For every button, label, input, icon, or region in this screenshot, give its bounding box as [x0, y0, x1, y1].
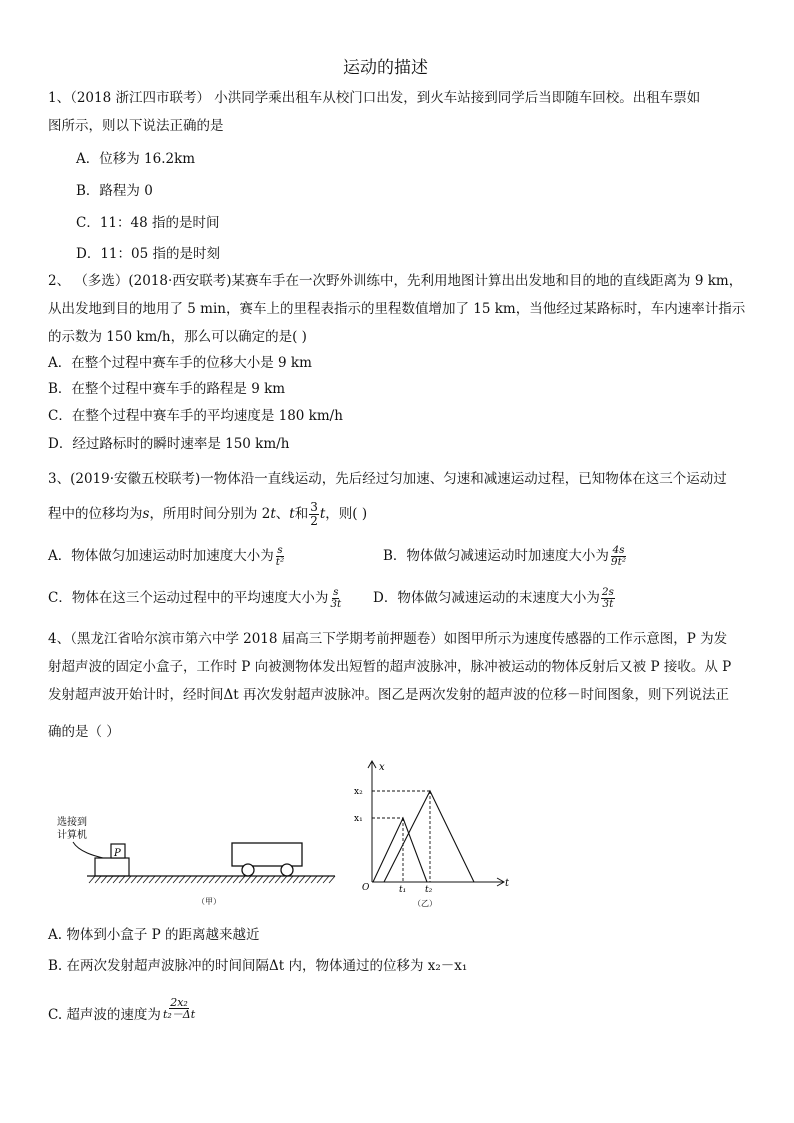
y-axis-label: x — [379, 762, 385, 773]
q2-option-a: A．在整个过程中赛车手的位移大小是 9 km — [48, 355, 312, 371]
ground-hatch-mark — [161, 876, 167, 883]
figure-yi-graph — [353, 758, 523, 908]
q3-var-t: t — [289, 505, 295, 522]
ground-hatch-mark — [215, 876, 221, 883]
q2-stem-line3: 的示数为 150 km/h，那么可以确定的是( ) — [48, 329, 307, 345]
q3-var-t: t — [319, 505, 326, 522]
q2-stem-line1: 2、 （多选）(2018·西安联考)某赛车手在一次野外训练中，先利用地图计算出出发地和目的地的直线距离为 9 km， — [48, 273, 743, 289]
q1-option-a: A．位移为 16.2km — [76, 151, 196, 167]
cart-body — [232, 843, 302, 866]
ground-hatch-mark — [227, 876, 233, 883]
x1-label: x₁ — [354, 814, 363, 824]
ground-hatch-mark — [275, 876, 281, 883]
q3-option-c-fraction — [329, 587, 342, 610]
figure-yi-caption: （乙） — [413, 899, 437, 908]
connect-label-line2: 计算机 — [57, 830, 87, 841]
ground-hatch-mark — [263, 876, 269, 883]
ground-hatch-mark — [203, 876, 209, 883]
ground-hatch-mark — [317, 876, 323, 883]
q3-fraction-three-halves — [309, 501, 319, 527]
q3-text: 、 — [275, 505, 290, 522]
frac-denominator: 9t² — [610, 556, 627, 569]
frac-denominator: 2 — [310, 513, 318, 528]
ground-hatch-mark — [185, 876, 191, 883]
ground-hatch-mark — [311, 876, 317, 883]
box-p-label: P — [114, 848, 121, 859]
frac-denominator: t² — [275, 556, 285, 569]
ground-hatch-mark — [287, 876, 293, 883]
frac-denominator: 3t — [602, 598, 614, 611]
q4-option-c — [48, 995, 197, 1023]
ground-hatch-mark — [119, 876, 125, 883]
ground-hatch-mark — [95, 876, 101, 883]
ground-hatch-mark — [209, 876, 215, 883]
ground-hatch-mark — [131, 876, 137, 883]
frac-denominator: 3t — [330, 598, 342, 611]
ground-hatch-mark — [305, 876, 311, 883]
q3-option-c-text: C．物体在这三个运动过程中的平均速度大小为 — [48, 589, 329, 606]
ground-hatch-mark — [245, 876, 251, 883]
ground-hatch-mark — [137, 876, 143, 883]
q3-option-d-text: D．物体做匀减速运动的末速度大小为 — [373, 589, 600, 606]
frac-numerator: 2s — [601, 586, 614, 598]
cart-wheel-left — [242, 864, 254, 876]
ground-hatch-mark — [113, 876, 119, 883]
q1-option-b: B．路程为 0 — [76, 183, 153, 199]
ground-hatch-mark — [101, 876, 107, 883]
q4-option-a: A. 物体到小盒子 P 的距离越来越近 — [48, 927, 260, 943]
q2-option-b: B．在整个过程中赛车手的路程是 9 km — [48, 381, 286, 397]
t1-label: t₁ — [399, 885, 407, 895]
ground-hatch-mark — [257, 876, 263, 883]
q3-text: ，所用时间分别为 2 — [149, 505, 271, 522]
q4-option-c-text: C. 超声波的速度为 — [48, 1007, 161, 1023]
second-pulse-path — [384, 791, 474, 882]
frac-numerator: s — [277, 544, 283, 556]
q3-option-d-fraction — [601, 587, 615, 610]
frac-numerator: s — [333, 586, 339, 598]
q3-option-b-fraction — [610, 545, 627, 568]
ground-hatch-mark — [233, 876, 239, 883]
ground-hatch-mark — [89, 876, 95, 883]
ground-hatch-mark — [191, 876, 197, 883]
t2-label: t₂ — [425, 885, 433, 895]
ground-hatch-mark — [299, 876, 305, 883]
ground-hatch-mark — [167, 876, 173, 883]
ground-hatch-mark — [149, 876, 155, 883]
ground-hatch-mark — [269, 876, 275, 883]
q3-option-d — [373, 587, 616, 610]
ground-hatch-mark — [323, 876, 329, 883]
q1-stem-line2: 图所示，则以下说法正确的是 — [48, 118, 224, 134]
ground-hatch-mark — [173, 876, 179, 883]
q3-option-c — [48, 587, 343, 610]
ground-hatch-mark — [221, 876, 227, 883]
x2-label: x₂ — [354, 787, 363, 797]
ground-hatch — [89, 876, 335, 883]
q4-stem-line3: 发射超声波开始计时，经时间Δt 再次发射超声波脉冲。图乙是两次发射的超声波的位移－时间图象，则下列说法正 — [48, 687, 729, 703]
q3-var-t: t — [270, 505, 276, 522]
q1-option-d: D．11：05 指的是时刻 — [76, 246, 220, 262]
q3-option-a — [48, 545, 286, 568]
ground-hatch-mark — [143, 876, 149, 883]
figure-jia-caption: （甲） — [197, 897, 221, 906]
q3-stem-line2 — [48, 501, 367, 527]
figure-jia-sensor-diagram — [55, 812, 345, 907]
base-block — [95, 858, 129, 876]
q4-option-b: B. 在两次发射超声波脉冲的时间间隔Δt 内，物体通过的位移为 x₂－x₁ — [48, 958, 468, 974]
q4-stem-line4: 确的是（ ） — [48, 724, 120, 740]
q3-stem-line1: 3、(2019·安徽五校联考)一物体沿一直线运动，先后经过匀加速、匀速和减速运动过程，已知物体在这三个运动过 — [48, 471, 727, 487]
ground-hatch-mark — [155, 876, 161, 883]
q3-option-a-fraction — [275, 545, 285, 568]
ground-hatch-mark — [197, 876, 203, 883]
q3-option-b — [383, 545, 628, 568]
q2-stem-line2: 从出发地到目的地用了 5 min，赛车上的里程表指示的里程数值增加了 15 km，当他经过某路标时，车内速率计指示 — [48, 301, 746, 317]
frac-numerator: 3 — [310, 500, 318, 514]
ground-hatch-mark — [329, 876, 335, 883]
frac-denominator: t₂－Δt — [162, 1008, 196, 1022]
q3-var-s: s — [142, 505, 150, 522]
q3-text: 和 — [294, 505, 309, 522]
q3-text: 程中的位移均为 — [48, 505, 143, 522]
q4-option-c-fraction — [162, 997, 196, 1021]
q1-option-c: C．11：48 指的是时间 — [76, 215, 220, 231]
ground-hatch-mark — [251, 876, 257, 883]
ground-hatch-mark — [281, 876, 287, 883]
q4-stem-line2: 射超声波的固定小盒子，工作时 P 向被测物体发出短暂的超声波脉冲，脉冲被运动的物体反射后又被 P 接收。从 P — [48, 659, 732, 675]
q3-option-a-text: A．物体做匀加速运动时加速度大小为 — [48, 547, 274, 564]
x-axis-label: t — [505, 878, 510, 889]
ground-hatch-mark — [125, 876, 131, 883]
origin-label: O — [362, 883, 370, 893]
connect-label-line1: 选接到 — [57, 817, 87, 828]
q3-text: ，则( ) — [325, 505, 368, 522]
cart-wheel-right — [281, 864, 293, 876]
q3-option-b-text: B．物体做匀减速运动时加速度大小为 — [383, 547, 609, 564]
page-title: 运动的描述 — [343, 58, 428, 78]
q4-stem-line1: 4、（黑龙江省哈尔滨市第六中学 2018 届高三下学期考前押题卷）如图甲所示为速度传感器的工作示意图，P 为发 — [48, 631, 728, 647]
ground-hatch-mark — [179, 876, 185, 883]
ground-hatch-mark — [293, 876, 299, 883]
cable-line — [73, 842, 103, 858]
frac-numerator: 2x₂ — [170, 995, 188, 1009]
q2-option-c: C．在整个过程中赛车手的平均速度是 180 km/h — [48, 408, 343, 424]
q1-stem-line1: 1、（2018 浙江四市联考） 小洪同学乘出租车从校门口出发，到火车站接到同学后当即随车回校。出租车票如 — [48, 90, 701, 106]
ground-hatch-mark — [239, 876, 245, 883]
frac-numerator: 4s — [612, 544, 625, 556]
ground-hatch-mark — [107, 876, 113, 883]
q2-option-d: D．经过路标时的瞬时速率是 150 km/h — [48, 436, 290, 452]
